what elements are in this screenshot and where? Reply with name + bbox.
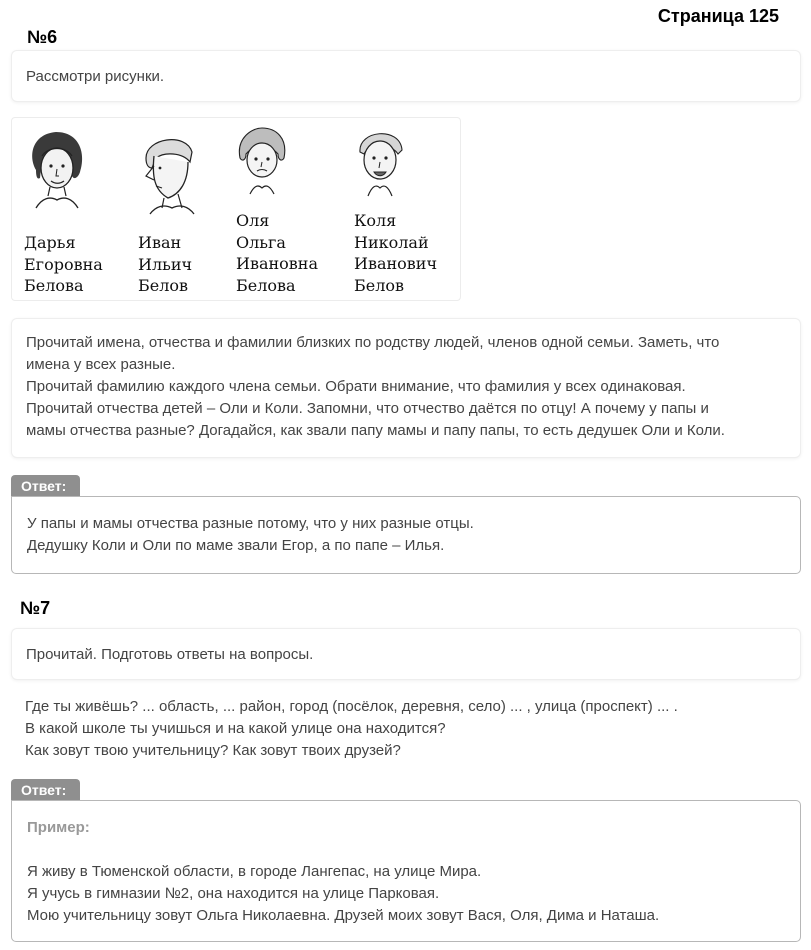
mother-names bbox=[24, 232, 103, 297]
olya-portrait-image bbox=[232, 124, 292, 202]
task6-answer-tab: Ответ: bbox=[11, 475, 80, 497]
task6-answer-line: Дедушку Коли и Оли по маме звали Егор, а по папе – Илья. bbox=[27, 537, 445, 554]
task6-text-line: Прочитай отчества детей – Оли и Коли. Запомни, что отчество даётся по отцу! А почему у папы и bbox=[26, 400, 709, 417]
kolya-short-name: Коля bbox=[354, 211, 397, 230]
task7-answer-box bbox=[11, 800, 801, 942]
olya-patronymic: Ивановна bbox=[236, 254, 319, 273]
task-number-7: №7 bbox=[20, 598, 51, 618]
page-number: Страница 125 bbox=[657, 6, 779, 26]
task6-text-line: Прочитай фамилию каждого члена семьи. Обрати внимание, что фамилия у всех одинаковая. bbox=[26, 378, 686, 395]
task6-text-card bbox=[11, 318, 801, 458]
mother-portrait-image bbox=[22, 126, 92, 216]
task6-text-line: имена у всех разные. bbox=[26, 356, 176, 373]
father-name: Иван bbox=[138, 233, 182, 252]
olya-surname: Белова bbox=[236, 275, 296, 295]
task6-instruction: Рассмотри рисунки. bbox=[26, 68, 165, 85]
task6-answer-line: У папы и мамы отчества разные потому, что у них разные отцы. bbox=[27, 515, 474, 532]
father-patronymic: Ильич bbox=[138, 254, 193, 274]
task7-answer-line: Мою учительницу зовут Ольга Николаевна. Друзей моих зовут Вася, Оля, Дима и Наташа. bbox=[27, 907, 660, 924]
task6-instruction-card bbox=[11, 50, 801, 102]
olya-name: Ольга bbox=[236, 232, 286, 252]
task7-question: Как зовут твою учительницу? Как зовут твоих друзей? bbox=[25, 742, 401, 759]
task7-instruction-card bbox=[11, 628, 801, 680]
kolya-name: Николай bbox=[354, 232, 429, 252]
father-portrait-image bbox=[134, 128, 204, 218]
task7-answer-line: Я учусь в гимназии №2, она находится на улице Парковая. bbox=[27, 885, 440, 902]
task6-text-line: Прочитай имена, отчества и фамилии близких по родству людей, членов одной семьи. Заметь, что bbox=[26, 334, 720, 351]
task-number-6: №6 bbox=[27, 27, 58, 47]
task7-instruction: Прочитай. Подготовь ответы на вопросы. bbox=[26, 646, 314, 663]
mother-surname: Белова bbox=[24, 276, 84, 295]
example-label: Пример: bbox=[27, 819, 90, 836]
kolya-patronymic: Иванович bbox=[354, 254, 438, 273]
father-names bbox=[138, 232, 192, 297]
task7-answer-tab: Ответ: bbox=[11, 779, 80, 801]
kolya-surname: Белов bbox=[354, 275, 405, 295]
kolya-names bbox=[354, 210, 437, 296]
task6-answer-box bbox=[11, 496, 801, 574]
task7-questions bbox=[25, 696, 795, 762]
olya-short-name: Оля bbox=[236, 211, 270, 230]
task6-text-line: мамы отчества разные? Догадайся, как звали папу мамы и папу папы, то есть дедушек Оли и Коли. bbox=[26, 422, 725, 439]
mother-name: Дарья bbox=[24, 233, 76, 252]
kolya-portrait-image bbox=[350, 122, 410, 202]
olya-names bbox=[236, 210, 318, 296]
father-surname: Белов bbox=[138, 276, 189, 295]
task7-question: Где ты живёшь? ... область, ... район, город (посёлок, деревня, село) ... , улица (проспект) ... . bbox=[25, 698, 678, 715]
task7-answer-line: Я живу в Тюменской области, в городе Лангепас, на улице Мира. bbox=[27, 863, 482, 880]
task7-question: В какой школе ты учишься и на какой улице она находится? bbox=[25, 720, 446, 737]
mother-patronymic: Егоровна bbox=[24, 254, 103, 274]
family-illustration bbox=[11, 117, 461, 301]
